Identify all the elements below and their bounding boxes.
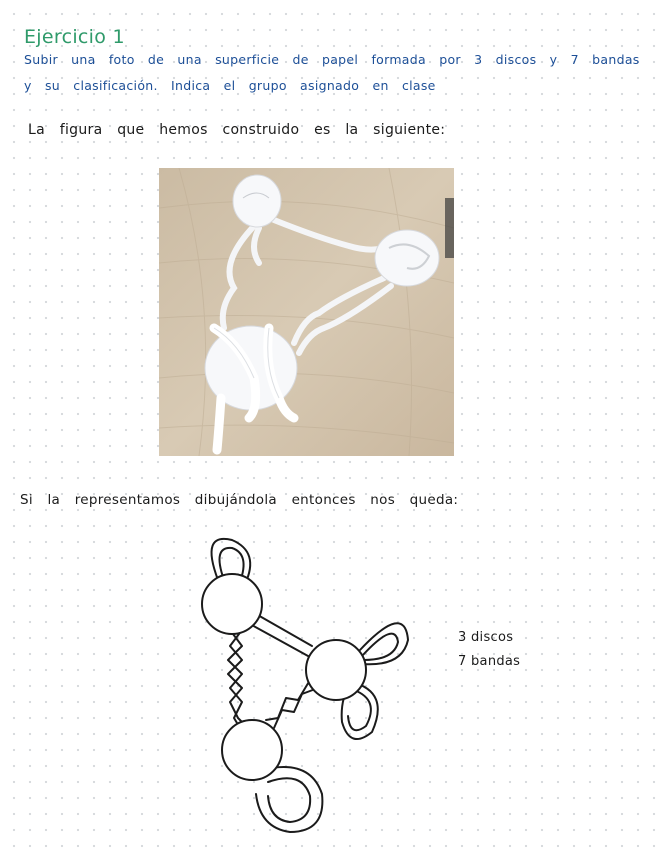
exercise-prompt-line-2: y su clasificación. Indica el grupo asignado en clase — [24, 78, 436, 93]
sketch-band-twisted — [274, 688, 318, 728]
drawing-intro-text: Si la representamos dibujándola entonces nos queda: — [20, 492, 459, 508]
sketch-band-loop — [360, 623, 408, 664]
band-count: 7 bandas — [458, 654, 521, 669]
exercise-prompt-line-1: Subir una foto de una superficie de papel formada por 3 discos y 7 bandas — [24, 52, 640, 67]
sketch-disc — [222, 720, 282, 780]
sketch-band-loop — [268, 778, 310, 822]
answer-intro-text: La figura que hemos construido es la siguiente: — [28, 122, 446, 138]
disc-band-sketch — [190, 532, 420, 840]
paper-disc — [233, 175, 281, 227]
sketch-disc — [202, 574, 262, 634]
exercise-title: Ejercicio 1 — [24, 26, 125, 48]
sketch-band-loop — [362, 634, 398, 660]
sketch-band-twisted — [266, 680, 310, 720]
paper-model-photo — [159, 168, 454, 456]
paper-disc — [375, 230, 439, 286]
sketch-band-straight — [250, 624, 308, 656]
counts-note — [458, 626, 520, 674]
sketch-band-straight — [256, 614, 312, 646]
sketch-disc — [306, 640, 366, 700]
disc-count: 3 discos — [458, 630, 514, 645]
